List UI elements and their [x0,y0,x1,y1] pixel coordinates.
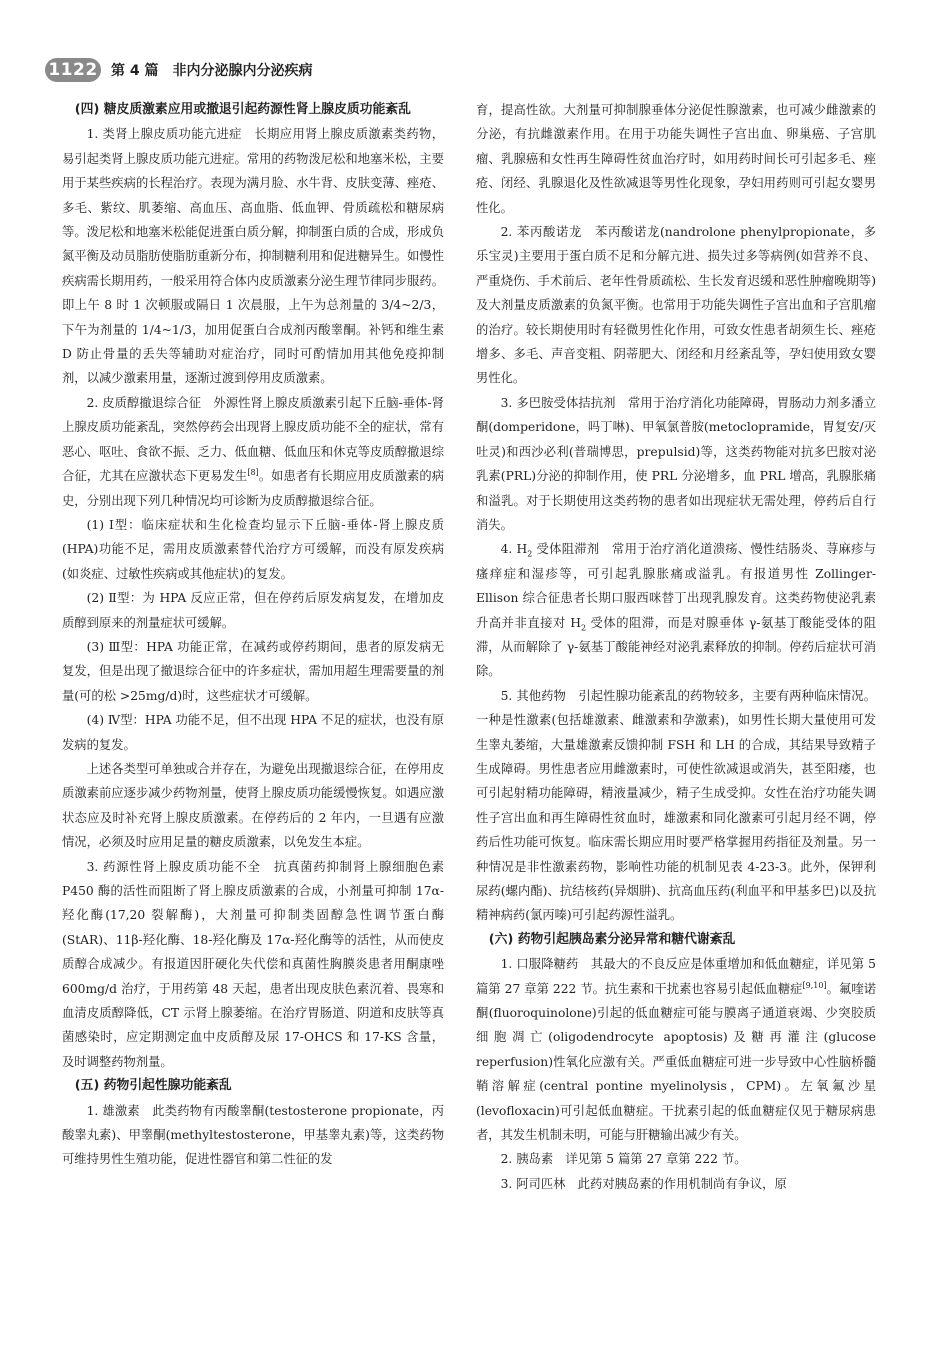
paragraph-text: 受体的阻滞，而是对腺垂体 γ-氨基丁酸能受体的阻滞，从而解除了 γ-氨基丁酸能神经对泌乳素释放的抑制。停药后症状可消除。 [476,615,877,679]
paragraph: 1. 类肾上腺皮质功能亢进症 长期应用肾上腺皮质激素类药物，易引起类肾上腺皮质功能亢进症。常用的药物泼尼松和地塞米松，主要用于某些疾病的长程治疗。表现为满月脸、水牛背、皮肤变薄、痤疮、多毛、紫纹、肌萎缩、高血压、高血脂、低血钾、骨质疏松和糖尿病等。泼尼松和地塞米松能促进蛋白质分解，抑制蛋白质的合成，形成负氮平衡及动员脂肪使脂肪重新分布，抑制糖利用和促进糖异生。如慢性疾病需长期用药，一般采用符合体内皮质激素分泌生理节律同步服药。即上午 8 时 1 次顿服或隔日 1 次晨服，上午为总剂量的 3/4~2/3，下午为剂量的 1/4~1/3，加用促蛋白合成剂丙酸睾酮。补钙和维生素 D 防止骨量的丢失等辅助对症治疗，同时可酌情加用其他免疫抑制剂，以减少激素用量，逐渐过渡到停用皮质激素。 [62,127,444,386]
paragraph [62,391,444,513]
paragraph: 3. 药源性肾上腺皮质功能不全 抗真菌药抑制肾上腺细胞色素 P450 酶的活性而阻断了肾上腺皮质激素的合成，小剂量可抑制 17α-羟化酶(17,20 裂解酶)，大剂量可抑制类固醇急性调节蛋白酶(StAR)、11β-羟化酶、18-羟化酶及 17α-羟化酶等的活性，从而使皮质醇合成减少。有报道因肝硬化失代偿和真菌性胸膜炎患者用酮康唑 600mg/d 治疗，于用药第 48 天起，患者出现皮肤色素沉着、畏寒和血清皮质醇降低，CT 示肾上腺萎缩。在治疗胃肠道、阴道和皮肤等真菌感染时，应定期测定血中皮质醇及尿 17-OHCS 和 17-KS 含量，及时调整药物剂量。 [62,859,444,1069]
paragraph: 3. 阿司匹林 此药对胰岛素的作用机制尚有争议，原 [500,1176,787,1191]
paragraph-text: 1. 口服降糖药 其最大的不良反应是体重增加和低血糖症，详见第 5 篇第 27 章第 222 节。抗生素和干扰素也容易引起低血糖症 [476,957,876,996]
paragraph: 1. 雄激素 此类药物有丙酸睾酮(testosterone propionate，丙酸睾丸素)、甲睾酮(methyltestosterone，甲基睾丸素)等，这类药物可维持男性生殖功能，促进性器官和第二性征的发 [62,1103,444,1167]
citation: [8] [247,468,259,477]
section-heading: (六) 药物引起胰岛素分泌异常和糖代谢紊乱 [488,931,736,947]
paragraph [476,537,876,683]
paragraph [476,952,876,1147]
paragraph-text: 。氟喹诺酮(fluoroquinolone)引起的低血糖症可能与膜离子通道衰竭、少突胶质细胞凋亡(oligodendrocyte apoptosis)及糖再灌注(glucose reperfusion)性氧化应激有关。严重低血糖症可进一步导致中心性脑桥髓鞘溶解症(central pontine myelinolysis，CPM)。左氧氟沙星(levofloxacin)可引起低血糖症。干扰素引起的低血糖症仅见于糖尿病患者，其发生机制未明，可能与肝糖输出减少有关。 [476,981,876,1143]
page-number: 1122 [45,58,101,82]
section-heading: (四) 糖皮质激素应用或撤退引起药源性肾上腺皮质功能紊乱 [74,102,411,117]
right-column [476,98,876,1196]
paragraph: 2. 胰岛素 详见第 5 篇第 27 章第 222 节。 [500,1152,747,1167]
paragraph: 5. 其他药物 引起性腺功能紊乱的药物较多，主要有两种临床情况。一种是性激素(包括雄激素、雌激素和孕激素)，如男性长期大量使用可发生睾丸萎缩，大量雄激素反馈抑制 FSH 和 LH 的合成，其结果导致精子生成障碍。男性患者应用雌激素时，可使性欲减退或消失，甚至阳痿，也可引起射精功能障碍，精液量减少，精子生成受抑。女性在治疗功能失调性子宫出血和再生障碍性贫血时，雄激素和同化激素可引起月经不调，停药后性功能可恢复。临床需长期应用时要严格掌握用药指征及剂量。另一种情况是非性激素药物，影响性功能的机制见表 4-23-3。此外，保钾利尿药(螺内酯)、抗结核药(异烟肼)、抗高血压药(利血平和甲基多巴)以及抗精神病药(氯丙嗪)可引起药源性溢乳。 [476,688,876,923]
subscript: 2 [527,549,533,559]
paragraph: 育，提高性欲。大剂量可抑制腺垂体分泌促性腺激素，也可减少雌激素的分泌，有抗雌激素作用。在用于功能失调性子宫出血、卵巢癌、子宫肌瘤、乳腺癌和女性再生障碍性贫血治疗时，如用药时间长可引起多毛、痤疮、闭经、乳腺退化及性欲减退等男性化现象，孕妇用药则可引起女婴男性化。 [476,103,876,215]
paragraph-text: 受体阻滞剂 常用于治疗消化道溃疡、慢性结肠炎、荨麻疹与瘙痒症和湿疹等，可引起乳腺胀痛或溢乳。有报道男性 Zollinger-Ellison 综合征患者长期口服西咪替丁出现乳腺发育。这类药物使泌乳素升高并非直接对 H [476,542,876,630]
paragraph: 3. 多巴胺受体拮抗剂 常用于治疗消化功能障碍，胃肠动力剂多潘立酮(domperidone，吗丁啉)、甲氧氯普胺(metoclopramide，胃复安/灭吐灵)和西沙必利(普瑞博思，prepulsid)等，这类药物能对抗多巴胺对泌乳素(PRL)分泌的抑制作用，使 PRL 分泌增多，血 PRL 增高，乳腺胀痛和溢乳。对于长期使用这类药物的患者如出现症状无需处理，停药后自行消失。 [476,395,876,532]
subscript: 2 [581,622,587,632]
paragraph: 2. 苯丙酸诺龙 苯丙酸诺龙(nandrolone phenylpropionate，多乐宝灵)主要用于蛋白质不足和分解亢进、损失过多等病例(如营养不良、严重烧伤、手术前后、老年性骨质疏松、生长发育迟缓和恶性肿瘤晚期等)及大剂量皮质激素的负氮平衡。也常用于功能失调性子宫出血和子宫肌瘤的治疗。较长期使用时有轻微男性化作用，可致女性患者胡须生长、痤疮增多、多毛、声音变粗、阴蒂肥大、闭经和月经紊乱等，孕妇使用致女婴男性化。 [476,225,876,386]
paragraph: (4) Ⅳ型：HPA 功能不足，但不出现 HPA 不足的症状，也没有原发病的复发。 [62,713,444,752]
page-header [45,56,313,84]
paragraph-text: 。如患者有长期应用皮质激素的病史，分别出现下列几种情况均可诊断为皮质醇撤退综合征。 [62,469,444,508]
paragraph: (3) Ⅲ型：HPA 功能正常，在减药或停药期间，患者的原发病无复发，但是出现了撤退综合征中的许多症状，需加用超生理需要量的剂量(可的松 >25mg/d)时，这些症状才可缓解。 [62,639,444,703]
running-title: 第 4 篇 非内分泌腺内分泌疾病 [111,63,313,79]
paragraph-text: 2. 皮质醇撤退综合征 外源性肾上腺皮质激素引起下丘脑-垂体-肾上腺皮质功能紊乱，突然停药会出现肾上腺皮质功能不全的症状，常有恶心、呕吐、食欲不振、乏力、低血糖、低血压和休克等皮质醇撤退综合征，尤其在应激状态下更易发生 [62,395,444,484]
citation: [9,10] [802,980,827,990]
section-heading: (五) 药物引起性腺功能紊乱 [74,1078,232,1094]
paragraph: (1) Ⅰ型：临床症状和生化检查均显示下丘脑-垂体-肾上腺皮质(HPA)功能不足，需用皮质激素替代治疗方可缓解，而没有原发疾病(如炎症、过敏性疾病或其他症状)的复发。 [62,517,444,581]
paragraph-text: 4. H [500,542,528,557]
paragraph: (2) Ⅱ型：为 HPA 反应正常，但在停药后原发病复发，在增加皮质醇到原来的剂量症状可缓解。 [62,591,444,630]
left-column [62,98,444,1172]
paragraph: 上述各类型可单独或合并存在，为避免出现撤退综合征，在停用皮质激素前应逐步减少药物剂量，使肾上腺皮质功能缓慢恢复。如遇应激状态应及时补充肾上腺皮质激素。在停药后的 2 年内，一旦遇有应激情况，必须及时应用足量的糖皮质激素，以免发生本症。 [62,761,444,850]
